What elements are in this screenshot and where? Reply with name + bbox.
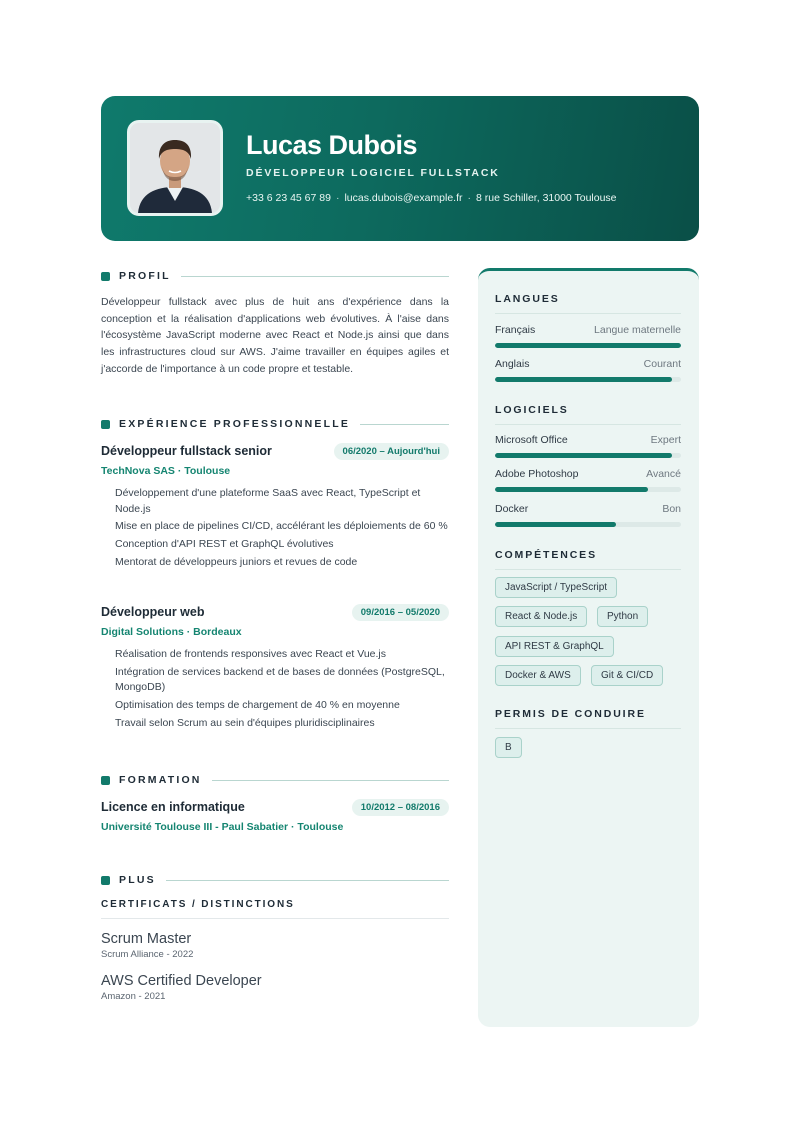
level-bar-fill	[495, 522, 616, 527]
level-bar	[495, 487, 681, 492]
certificate-issuer: Scrum Alliance - 2022	[101, 949, 194, 960]
job-bullets	[101, 486, 449, 571]
level-bar	[495, 377, 681, 382]
software-item	[495, 503, 681, 527]
candidate-role: DÉVELOPPEUR LOGICIEL FULLSTACK	[246, 167, 500, 179]
profile-summary: Développeur fullstack avec plus de huit ans d'expérience dans la conception et la réalisation d'applications web évolutives. À l'aise dans l'écosystème JavaScript moderne avec React et Node.js ainsi que dans les infrastructures cloud sur AWS. J'aime travailler en équipes agiles et j'accorde de l'importance à un code propre et testable.	[101, 296, 449, 375]
section-divider	[212, 780, 449, 781]
education-date-badge: 10/2012 – 08/2016	[352, 799, 449, 816]
certificate-item	[101, 973, 262, 1002]
section-title: EXPÉRIENCE PROFESSIONNELLE	[119, 418, 351, 430]
language-level: Langue maternelle	[594, 324, 681, 336]
job-company: TechNova SAS · Toulouse	[101, 465, 231, 477]
job-bullets	[101, 647, 449, 732]
skill-tag: Docker & AWS	[495, 665, 581, 686]
profile-photo	[127, 120, 223, 216]
section-divider	[166, 880, 449, 881]
job-bullet: Réalisation de frontends responsives avec React et Vue.js	[115, 648, 387, 660]
job-bullet: Intégration de services backend et de bases de données (PostgreSQL, MongoDB)	[115, 665, 445, 694]
language-item	[495, 358, 681, 382]
section-marker-icon	[101, 272, 110, 281]
job-title: Développeur web	[101, 605, 205, 619]
license-tag: B	[495, 737, 522, 758]
section-title: PROFIL	[119, 270, 171, 282]
resume-header	[101, 96, 699, 241]
language-item	[495, 324, 681, 348]
sidebar-title-software: LOGICIELS	[495, 404, 681, 425]
certificates-subtitle: CERTIFICATS / DISTINCTIONS	[101, 899, 449, 919]
language-name: Français	[495, 324, 536, 336]
software-level: Avancé	[646, 468, 681, 480]
job-bullet: Travail selon Scrum au sein d'équipes pluridisciplinaires	[115, 716, 375, 729]
software-level: Expert	[650, 434, 681, 446]
software-item	[495, 468, 681, 492]
section-divider	[181, 276, 449, 277]
language-name: Anglais	[495, 358, 530, 370]
section-marker-icon	[101, 776, 110, 785]
education-entry	[101, 800, 449, 833]
skill-tag: React & Node.js	[495, 606, 587, 627]
section-header-experience	[101, 418, 449, 430]
level-bar-fill	[495, 487, 648, 492]
section-header-profile	[101, 270, 449, 282]
job-date-badge: 09/2016 – 05/2020	[352, 604, 449, 621]
certificate-name: Scrum Master	[101, 931, 192, 947]
section-marker-icon	[101, 420, 110, 429]
person-portrait-icon	[130, 123, 220, 213]
job-entry	[101, 605, 449, 734]
job-entry	[101, 444, 449, 573]
software-name: Adobe Photoshop	[495, 468, 579, 480]
contact-separator: ·	[467, 192, 472, 204]
section-header-education	[101, 774, 449, 786]
job-bullet: Optimisation des temps de chargement de 40 % en moyenne	[115, 699, 400, 712]
level-bar-fill	[495, 453, 672, 458]
section-title: PLUS	[119, 874, 156, 886]
software-item	[495, 434, 681, 458]
level-bar	[495, 522, 681, 527]
section-title: FORMATION	[119, 774, 202, 786]
school-name: Université Toulouse III - Paul Sabatier · Toulouse	[101, 821, 344, 833]
skill-tag: Git & CI/CD	[591, 665, 663, 686]
skill-tag: Python	[597, 606, 648, 627]
contact-address: 8 rue Schiller, 31000 Toulouse	[476, 192, 617, 204]
job-bullet: Conception d'API REST et GraphQL évolutives	[115, 538, 334, 551]
job-bullet: Développement d'une plateforme SaaS avec React, TypeScript et Node.js	[115, 487, 421, 515]
candidate-name: Lucas Dubois	[246, 130, 418, 160]
contact-email: lucas.dubois@example.fr	[344, 192, 463, 204]
certificate-name: AWS Certified Developer	[101, 973, 262, 989]
contact-phone: +33 6 23 45 67 89	[246, 192, 331, 204]
level-bar-fill	[495, 343, 681, 348]
software-level: Bon	[662, 503, 681, 515]
job-bullet: Mentorat de développeurs juniors et revues de code	[115, 555, 358, 568]
software-name: Microsoft Office	[495, 434, 568, 446]
sidebar-title-license: PERMIS DE CONDUIRE	[495, 708, 681, 729]
section-header-more	[101, 874, 449, 886]
contact-line	[246, 192, 617, 204]
level-bar	[495, 453, 681, 458]
skill-tag: JavaScript / TypeScript	[495, 577, 617, 598]
certificate-item	[101, 931, 193, 960]
software-name: Docker	[495, 503, 529, 515]
certificate-issuer: Amazon - 2021	[101, 991, 166, 1002]
level-bar	[495, 343, 681, 348]
sidebar-title-languages: LANGUES	[495, 293, 681, 314]
sidebar	[478, 268, 699, 1027]
job-title: Développeur fullstack senior	[101, 444, 272, 458]
job-date-badge: 06/2020 – Aujourd'hui	[334, 443, 449, 460]
contact-separator: ·	[335, 192, 340, 204]
language-level: Courant	[643, 358, 681, 370]
degree-title: Licence en informatique	[101, 800, 245, 814]
section-divider	[360, 424, 449, 425]
level-bar-fill	[495, 377, 672, 382]
job-company: Digital Solutions · Bordeaux	[101, 626, 242, 638]
section-marker-icon	[101, 876, 110, 885]
job-bullet: Mise en place de pipelines CI/CD, accélérant les déploiements de 60 %	[115, 520, 448, 533]
sidebar-title-skills: COMPÉTENCES	[495, 549, 681, 570]
skill-tag: API REST & GraphQL	[495, 636, 614, 657]
